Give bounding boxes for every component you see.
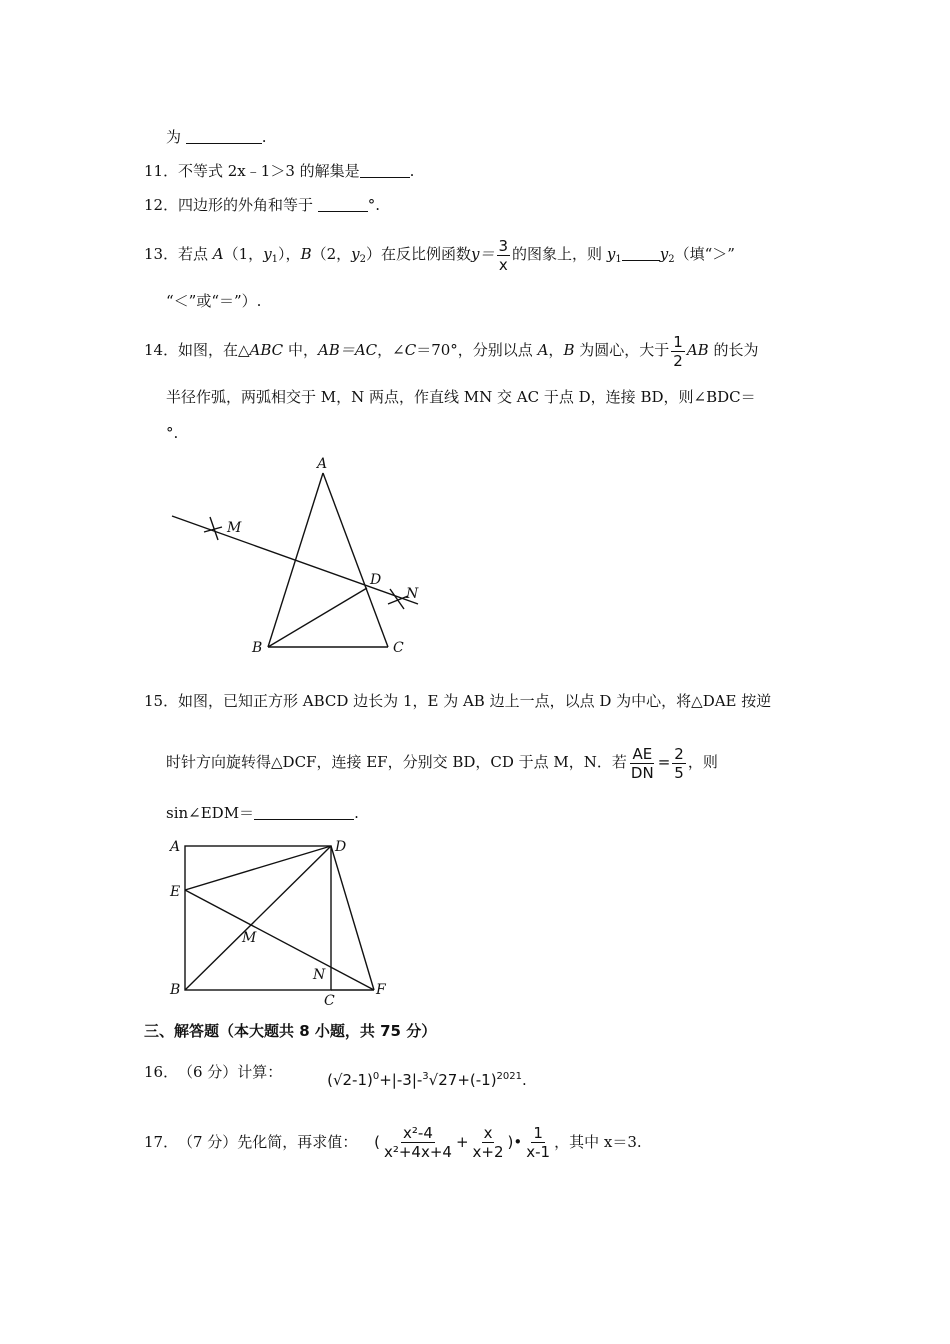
answer-blank[interactable] <box>186 129 262 144</box>
answer-blank[interactable] <box>318 197 368 212</box>
question-14: 14．如图，在△ABC 中，AB＝AC，∠C＝70°，分别以点 A，B 为圆心，大于 $\frac{1}{2}$ AB 的长为 <box>144 332 759 370</box>
question-12: 12．四边形的外角和等于 °. <box>144 196 381 214</box>
question-11: 11．不等式 2x﹣1＞3 的解集是 . <box>144 162 415 180</box>
label-b: B <box>252 640 263 656</box>
question-16: 16．（6 分）计算： $(√2-1)^0+|-3|-^3√27+(-1)^{2021}$. <box>144 1063 527 1089</box>
label-m: M <box>242 930 257 946</box>
expression-17: ( $\frac{\text{x²-4}}{\text{x²+4x+4}}$ + $\frac{x}{x+2}$ )• $\frac{1}{x-1}$ <box>374 1124 551 1161</box>
label-d: D <box>335 839 347 855</box>
answer-blank[interactable] <box>254 805 354 820</box>
figure-15-square <box>160 832 400 1012</box>
expression-16: $(√2-1)^0+|-3|-^3√27+(-1)^{2021}$. <box>327 1071 527 1089</box>
answer-blank[interactable] <box>622 246 660 261</box>
question-13: 13．若点 A（1，$y_1$），B（2，$y_2$）在反比例函数y＝ $\frac{3}{x}$ 的图象上，则 $y_1$ $y_2$（填“＞” <box>144 236 735 274</box>
line-mn <box>172 516 418 604</box>
label-b: B <box>170 982 181 998</box>
label-c: C <box>393 640 404 656</box>
question-14-line2: 半径作弧，两弧相交于 M，N 两点，作直线 MN 交 AC 于点 D，连接 BD，则∠BDC＝ <box>166 388 756 406</box>
q10-tail: 为 . <box>166 128 267 146</box>
question-17: 17．（7 分）先化简，再求值： ( $\frac{\text{x²-4}}{\text{x²+4x+4}}$ + $\frac{x}{x+2}$ )• $\frac{1}{x-1}$ ，其中 x＝3. <box>144 1124 642 1161</box>
fraction-1-over-2: $\frac{1}{2}$ <box>673 332 683 370</box>
figure-14-triangle <box>160 452 430 662</box>
label-c: C <box>324 993 335 1009</box>
question-13-line2: “＜”或“＝”）. <box>166 292 262 310</box>
question-15-line2: 时针方向旋转得△DCF，连接 EF，分别交 BD，CD 于点 M，N．若 $\frac{AE}{DN}$ = $\frac{2}{5}$ ，则 <box>166 744 718 782</box>
label-a: A <box>170 839 181 855</box>
fraction-3-over-x: $\frac{3}{x}$ <box>498 236 509 274</box>
fraction-2-5: $\frac{2}{5}$ <box>674 744 684 782</box>
answer-blank[interactable] <box>360 163 410 178</box>
label-n: N <box>313 967 326 983</box>
label-e: E <box>170 884 181 900</box>
label-f: F <box>376 982 386 998</box>
segment-ef <box>185 890 374 990</box>
label-n: N <box>406 586 419 602</box>
question-15-line3: sin∠EDM＝ . <box>166 804 359 822</box>
fraction-ae-dn: $\frac{AE}{DN}$ <box>630 744 654 782</box>
label-d: D <box>370 572 382 588</box>
segment-df <box>331 846 374 990</box>
label-a: A <box>317 456 328 472</box>
question-14-line3: °. <box>166 424 179 442</box>
side-ac <box>323 473 388 647</box>
segment-bd <box>268 588 367 647</box>
label-m: M <box>227 520 242 536</box>
question-15: 15．如图，已知正方形 ABCD 边长为 1，E 为 AB 边上一点，以点 D 为中心，将△DAE 按逆 <box>144 692 772 710</box>
section-3-heading: 三、解答题（本大题共 8 小题，共 75 分） <box>144 1022 437 1040</box>
